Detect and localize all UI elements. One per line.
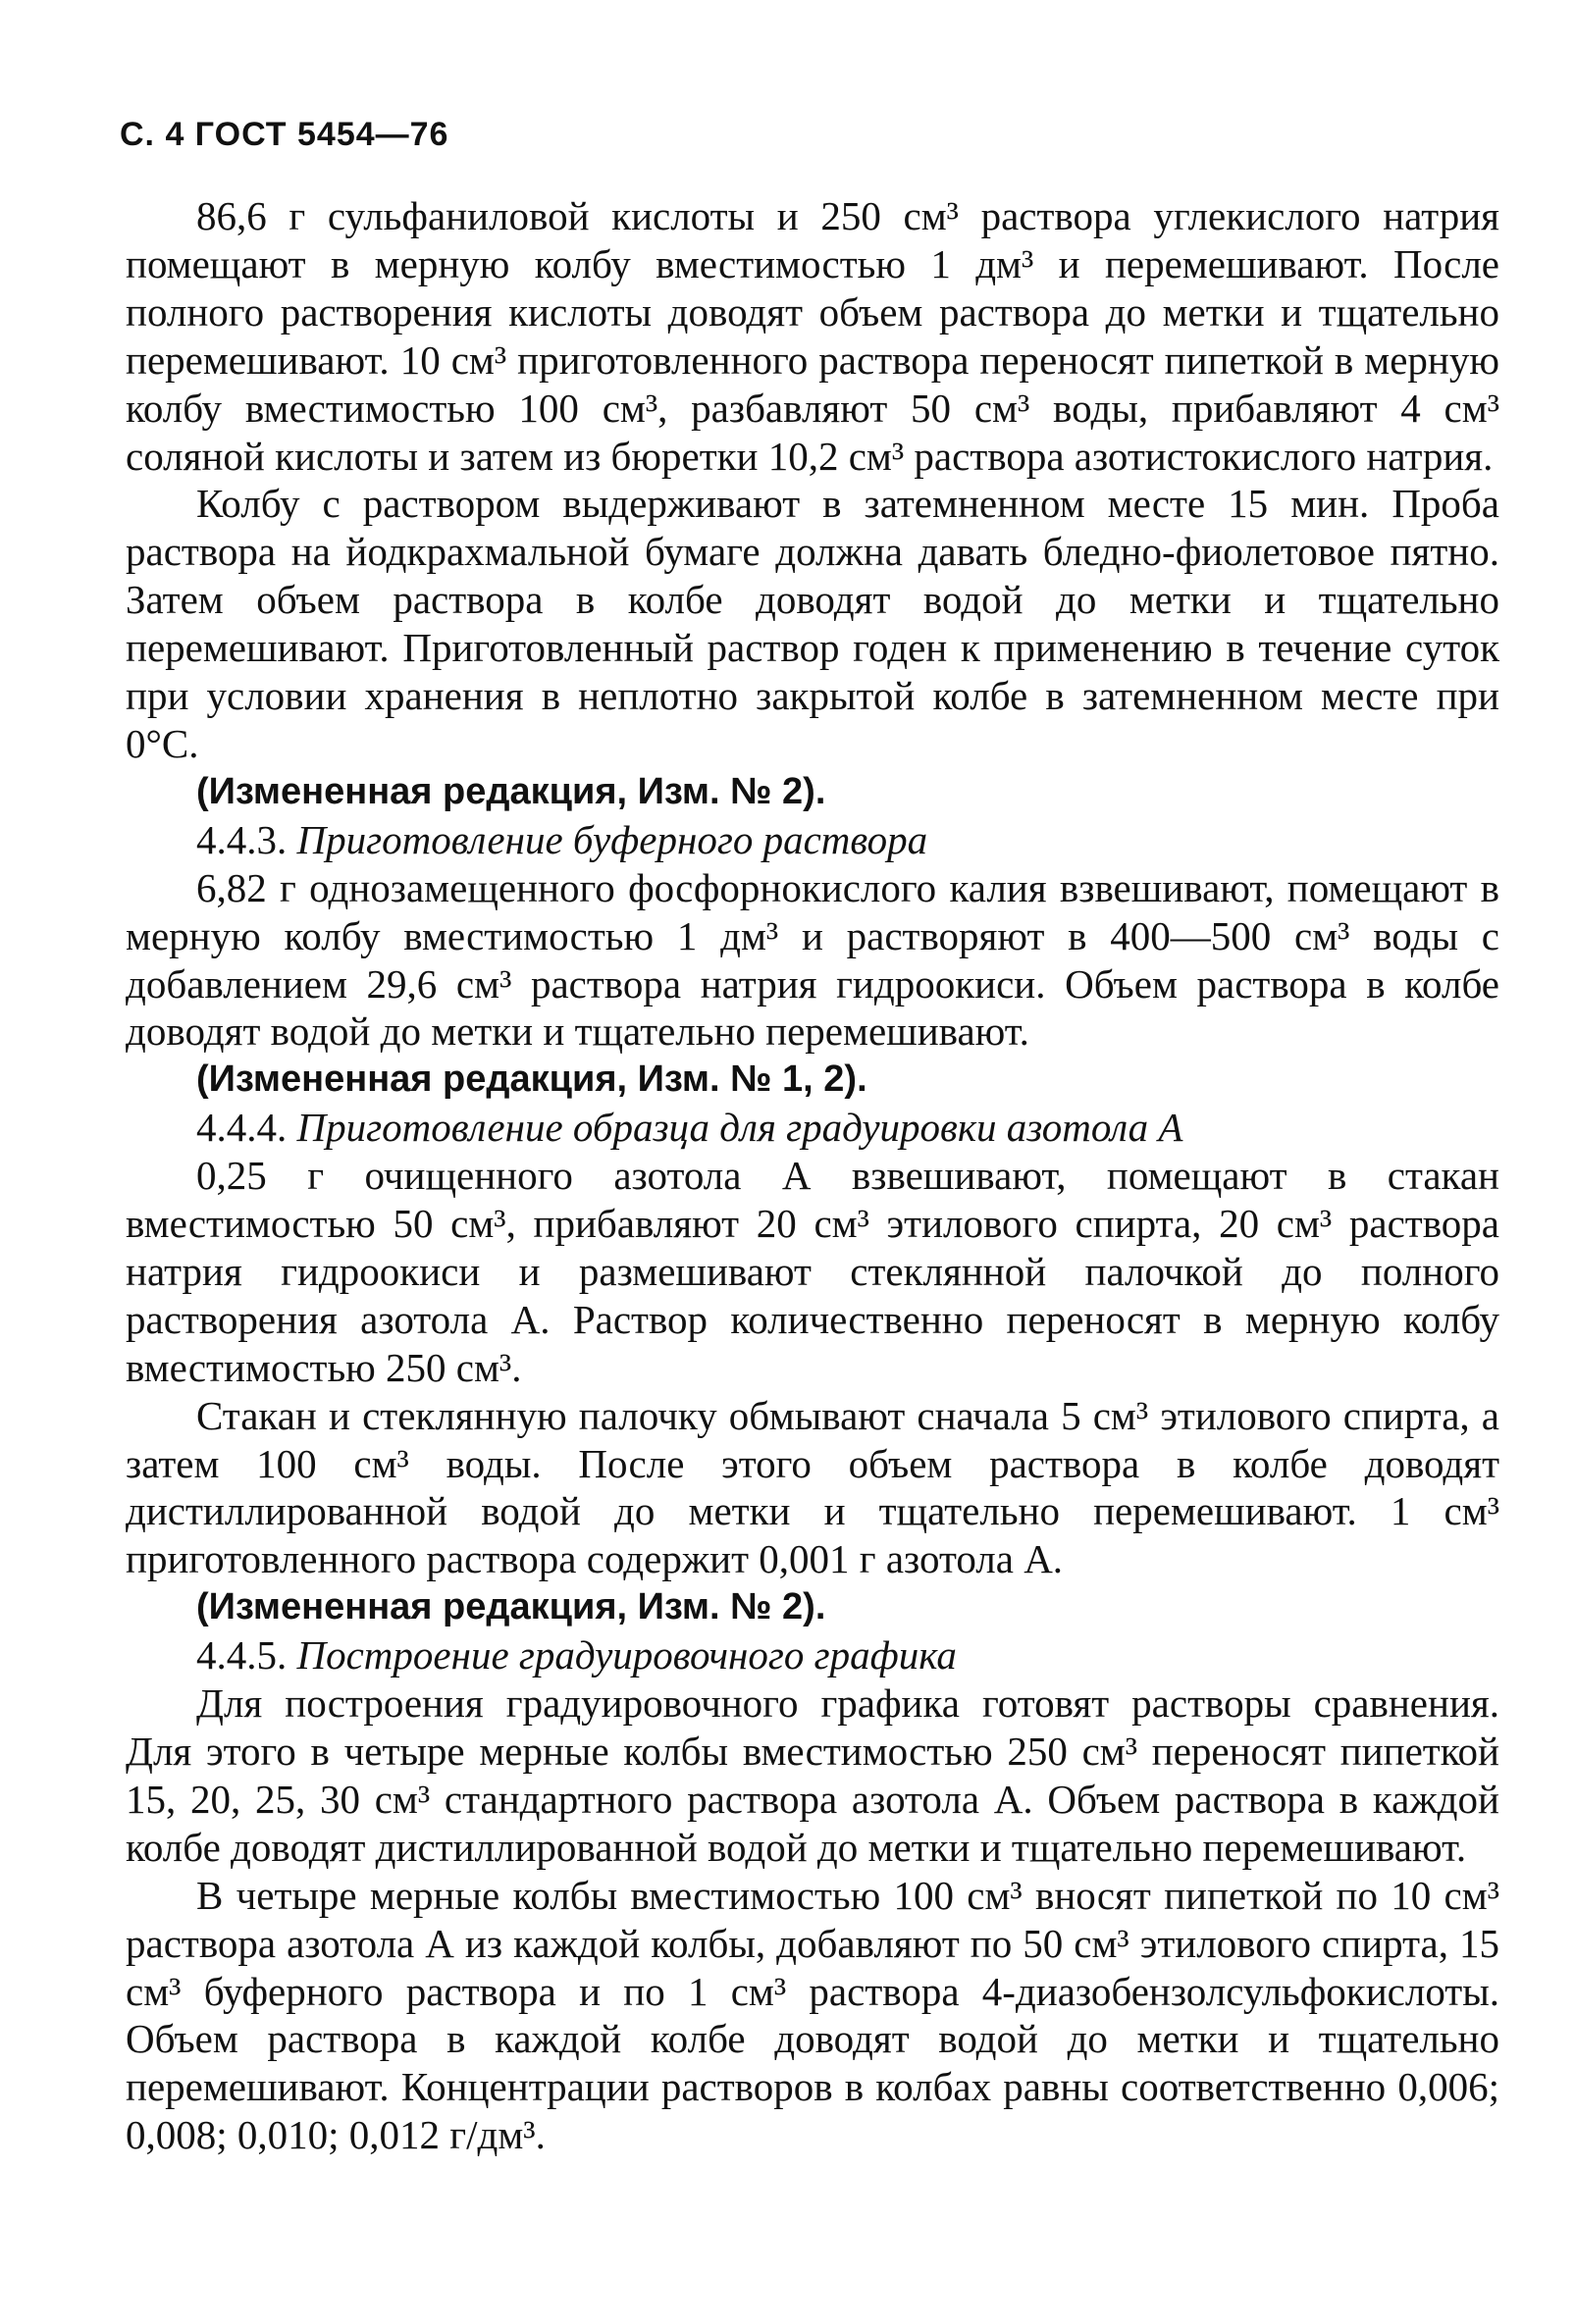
amendment-note: (Измененная редакция, Изм. № 1, 2). [196,1059,867,1101]
section-heading [126,1104,1499,1152]
paragraph: Колбу с раствором выдерживают в затемненном месте 15 мин. Проба раствора на йодкрахмальной бумаге должна давать бледно-фиолетовое пятно. Затем объем раствора в колбе доводят водой до метки и тщательно перемешивают. Приготовленный раствор годен к применению в течение суток при условии хранения в неплотно закрытой колбе в затемненном месте при 0°С. [126,481,1499,766]
amendment-note: (Измененная редакция, Изм. № 2). [196,1586,826,1628]
section-title: Приготовление буферного раствора [296,816,928,862]
section-title: Приготовление образца для градуировки азотола А [296,1105,1183,1151]
section-title: Построение градуировочного графика [296,1632,957,1678]
amendment-note: (Измененная редакция, Изм. № 2). [196,770,826,812]
section-heading [126,1631,1499,1679]
section-heading [126,816,1499,864]
section-number: 4.4.5. [196,1632,288,1678]
paragraph: 6,82 г однозамещенного фосфорнокислого калия взвешивают, помещают в мерную колбу вместимостью 1 дм³ и растворяют в 400—500 см³ воды с добавлением 29,6 см³ раствора натрия гидроокиси. Объем раствора в колбе доводят водой до метки и тщательно перемешивают. [126,864,1499,1055]
page-header: С. 4 ГОСТ 5454—76 [120,116,449,153]
section-number: 4.4.3. [196,816,288,862]
document-body [126,192,1499,2159]
paragraph: 86,6 г сульфаниловой кислоты и 250 см³ раствора углекислого натрия помещают в мерную колбу вместимостью 1 дм³ и перемешивают. После полного растворения кислоты доводят объем раствора до метки и тщательно перемешивают. 10 см³ приготовленного раствора переносят пипеткой в мерную колбу вместимостью 100 см³, разбавляют 50 см³ воды, прибавляют 4 см³ соляной кислоты и затем из бюретки 10,2 см³ раствора азотистокислого натрия. [126,193,1499,479]
paragraph: 0,25 г очищенного азотола А взвешивают, помещают в стакан вместимостью 50 см³, прибавляют 20 см³ этилового спирта, 20 см³ раствора натрия гидроокиси и размешивают стеклянной палочкой до полного растворения азотола А. Раствор количественно переносят в мерную колбу вместимостью 250 см³. [126,1153,1499,1390]
section-number: 4.4.4. [196,1105,288,1151]
paragraph: Стакан и стеклянную палочку обмывают сначала 5 см³ этилового спирта, а затем 100 см³ воды. После этого объем раствора в колбе доводят дистиллированной водой до метки и тщательно перемешивают. 1 см³ приготовленного раствора содержит 0,001 г азотола А. [126,1392,1499,1582]
paragraph: В четыре мерные колбы вместимостью 100 см³ вносят пипеткой по 10 см³ раствора азотола А из каждой колбы, добавляют по 50 см³ этилового спирта, 15 см³ буферного раствора и по 1 см³ раствора 4-диазобензолсульфокислоты. Объем раствора в каждой колбе доводят водой до метки и тщательно перемешивают. Концентрации растворов в колбах равны соответственно 0,006; 0,008; 0,010; 0,012 г/дм³. [126,1872,1499,2158]
paragraph: Для построения градуировочного графика готовят растворы сравнения. Для этого в четыре мерные колбы вместимостью 250 см³ переносят пипеткой 15, 20, 25, 30 см³ стандартного раствора азотола А. Объем раствора в каждой колбе доводят дистиллированной водой до метки и тщательно перемешивают. [126,1680,1499,1870]
